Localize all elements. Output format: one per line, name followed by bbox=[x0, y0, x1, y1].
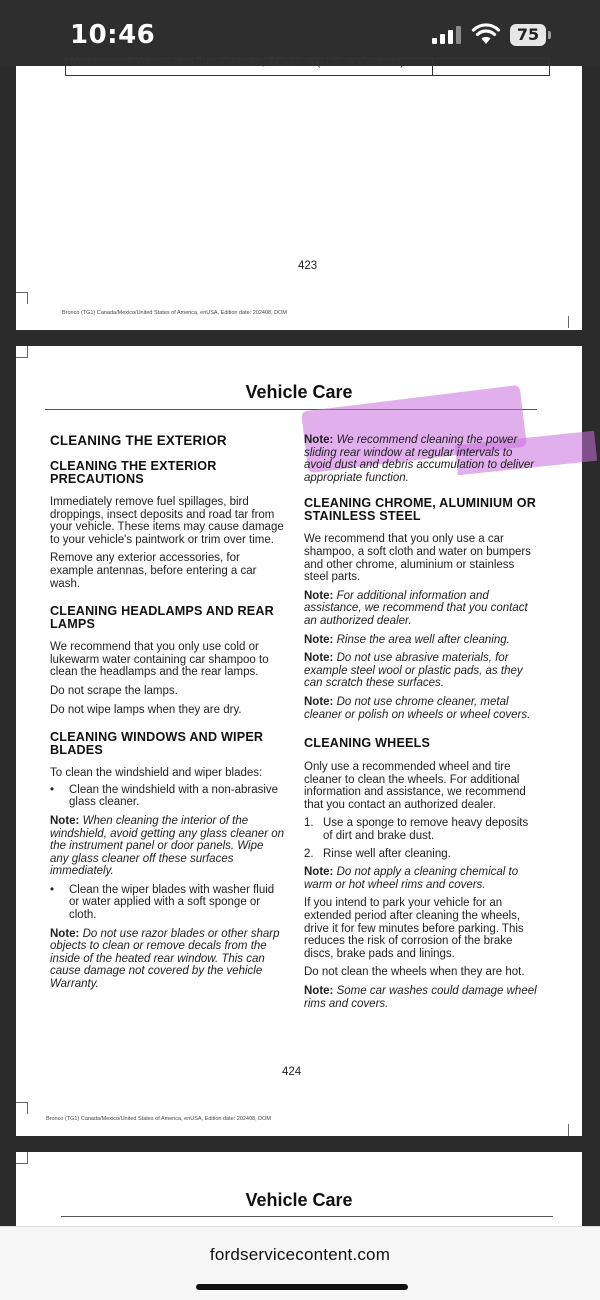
paragraph: Do not scrape the lamps. bbox=[50, 684, 178, 697]
paragraph: Only use a recommended wheel and tire cleaner to clean the wheels. For additional information and assistance, we recommend that you contact an authorized dealer. bbox=[304, 761, 526, 811]
browser-address-bar[interactable] bbox=[0, 1226, 600, 1300]
subsection-heading: CLEANING WHEELS bbox=[304, 736, 431, 751]
list-number: 1. bbox=[304, 817, 314, 830]
note-label: Note: bbox=[50, 927, 80, 940]
list-item-text: Rinse well after cleaning. bbox=[323, 847, 451, 860]
subsection-heading: CLEANING THE EXTERIOR PRECAUTIONS bbox=[50, 459, 217, 486]
paragraph: We recommend that you only use a car shampoo, a soft cloth and water on bumpers and other chrome, aluminium or stainless steel parts. bbox=[304, 533, 531, 584]
list-item bbox=[50, 784, 284, 809]
note-label: Note: bbox=[304, 652, 334, 665]
crop-mark bbox=[16, 346, 28, 358]
page-footer: Bronco (TG1) Canada/Mexico/United States of America, enUSA, Edition date: 202408, DOM bbox=[62, 310, 288, 316]
note bbox=[304, 866, 538, 891]
note bbox=[50, 815, 284, 878]
pdf-page-424 bbox=[16, 346, 582, 1136]
page-header: Vehicle Care bbox=[245, 382, 353, 402]
page-number: 424 bbox=[282, 1066, 302, 1078]
section-heading: CLEANING THE EXTERIOR bbox=[50, 433, 227, 448]
header-rule bbox=[61, 1216, 553, 1217]
paragraph: If you intend to park your vehicle for an extended period after cleaning the wheels, drive it for few minutes before parking. This reduces the risk of corrosion of the brake discs, brake pads and linings. bbox=[304, 897, 524, 960]
subsection-heading: CLEANING WINDOWS AND WIPER BLADES bbox=[50, 730, 264, 758]
page-number: 423 bbox=[298, 260, 318, 272]
subsection-heading: CLEANING HEADLAMPS AND REAR LAMPS bbox=[50, 604, 274, 632]
subsection-heading: CLEANING CHROME, ALUMINIUM OR STAINLESS STEEL bbox=[304, 496, 537, 524]
note-text: We recommend cleaning the power sliding rear window at regular intervals to avoid dust and debris accumulation to deliver appropriate function. bbox=[304, 434, 535, 484]
pdf-page-423 bbox=[16, 54, 582, 330]
note-text: For additional information and assistance, we recommend that you contact an authorized dealer. bbox=[304, 589, 528, 627]
right-column bbox=[304, 434, 538, 1010]
battery-icon: 75 bbox=[510, 24, 546, 46]
page-footer: Bronco (TG1) Canada/Mexico/United States of America, enUSA, Edition date: 202408, DOM bbox=[46, 1116, 272, 1122]
url-text[interactable]: fordservicecontent.com bbox=[209, 1245, 391, 1264]
crop-mark bbox=[568, 1124, 569, 1136]
status-time: 10:46 bbox=[70, 20, 156, 50]
previous-table-cell: Motorcraft® Wheel and Tire Cleaner, ZC-37-A (U.S. & Canada) bbox=[70, 54, 405, 68]
crop-mark bbox=[16, 292, 28, 304]
note-label: Note: bbox=[304, 695, 334, 708]
paragraph: We recommend that you only use cold or lukewarm water containing car shampoo to clean the headlamps and the rear lamps. bbox=[50, 641, 269, 679]
note bbox=[304, 590, 538, 628]
paragraph: To clean the windshield and wiper blades: bbox=[50, 767, 263, 780]
note-label: Note: bbox=[50, 814, 80, 827]
crop-mark bbox=[568, 316, 569, 328]
note bbox=[304, 985, 538, 1010]
note-label: Note: bbox=[304, 866, 334, 879]
pdf-page-425 bbox=[16, 1152, 582, 1232]
list-item-text: Clean the wiper blades with washer fluid or water applied with a soft sponge or cloth. bbox=[69, 883, 275, 922]
bullet-mark: • bbox=[50, 883, 55, 896]
paragraph: Do not clean the wheels when they are hot. bbox=[304, 966, 525, 979]
note-text: Do not use abrasive materials, for example steel wool or plastic pads, as they can scratch these surfaces. bbox=[304, 652, 523, 690]
note bbox=[304, 434, 538, 484]
note-label: Note: bbox=[304, 434, 334, 446]
note-text: Do not apply a cleaning chemical to warm or hot wheel rims and covers. bbox=[304, 866, 519, 891]
home-indicator[interactable] bbox=[196, 1284, 408, 1290]
note-text: Do not use chrome cleaner, metal cleaner or polish on wheels or wheel covers. bbox=[304, 695, 531, 721]
note-text: Rinse the area well after cleaning. bbox=[336, 633, 510, 646]
crop-mark bbox=[16, 1152, 28, 1164]
note-label: Note: bbox=[304, 633, 334, 646]
cellular-signal-icon bbox=[432, 26, 462, 44]
battery-nub bbox=[548, 31, 551, 39]
list-item-text: Use a sponge to remove heavy deposits of dirt and brake dust. bbox=[323, 817, 529, 843]
left-column bbox=[50, 434, 284, 991]
note bbox=[304, 652, 538, 690]
wifi-icon bbox=[472, 22, 500, 46]
paragraph: Do not wipe lamps when they are dry. bbox=[50, 703, 242, 716]
previous-table-row bbox=[65, 54, 550, 76]
note-label: Note: bbox=[304, 589, 334, 602]
table-divider bbox=[432, 59, 433, 75]
list-item bbox=[50, 884, 284, 922]
list-item bbox=[304, 817, 538, 842]
bullet-mark: • bbox=[50, 783, 55, 796]
note bbox=[304, 696, 538, 721]
note-text: Do not use razor blades or other sharp objects to clean or remove decals from the inside of the heated rear window. This can cause damage not covered by the vehicle Warranty. bbox=[50, 927, 280, 991]
paragraph: Remove any exterior accessories, for example antennas, before entering a car wash. bbox=[50, 552, 257, 590]
note-label: Note: bbox=[304, 985, 334, 997]
list-item bbox=[304, 848, 538, 861]
list-number: 2. bbox=[304, 847, 314, 860]
note bbox=[50, 928, 284, 991]
note-text: Some car washes could damage wheel rims and covers. bbox=[304, 985, 537, 1010]
paragraph: Immediately remove fuel spillages, bird droppings, insect deposits and road tar from your vehicle. These items may cause damage to your vehicle's paintwork or trim over time. bbox=[50, 496, 284, 546]
list-item-text: Clean the windshield with a non-abrasive glass cleaner. bbox=[69, 783, 279, 809]
note bbox=[304, 634, 538, 647]
page-header: Vehicle Care bbox=[245, 1190, 353, 1210]
crop-mark bbox=[16, 1102, 28, 1114]
note-text: When cleaning the interior of the windshield, avoid getting any glass cleaner on the instrument panel or door panels. Wipe any glass cleaner off these surfaces immediately. bbox=[50, 814, 284, 878]
